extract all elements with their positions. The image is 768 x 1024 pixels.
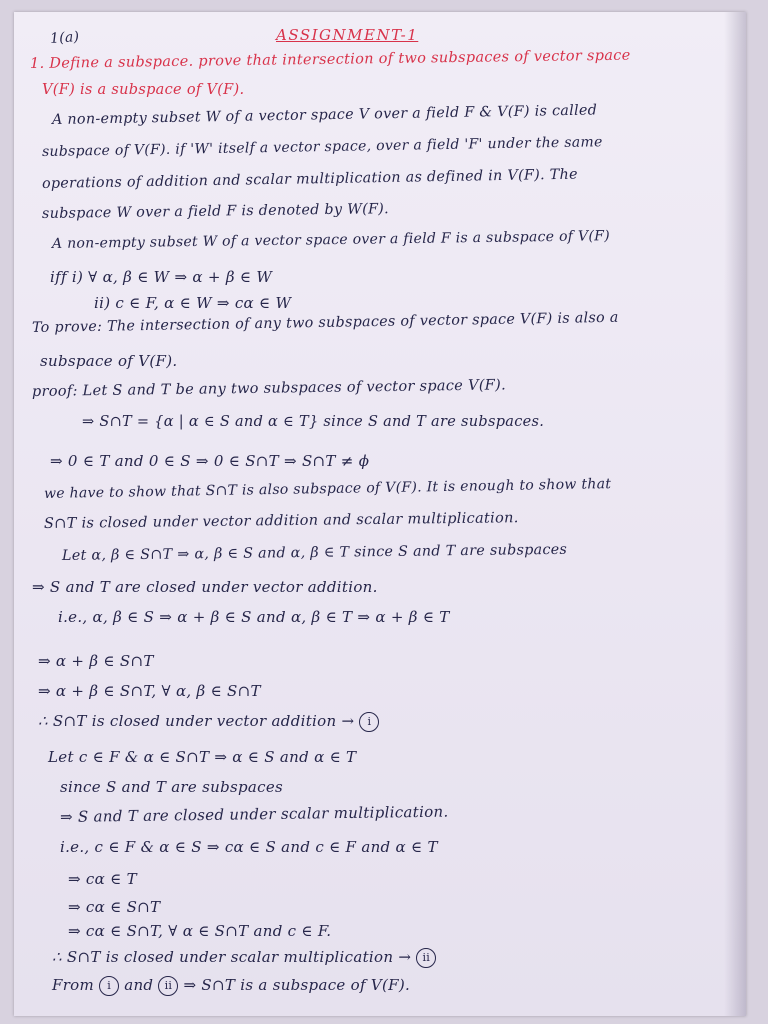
question-number: 1(a) [49, 28, 80, 48]
text-line: ⇒ S and T are closed under scalar multiplication. [59, 802, 449, 826]
text-line: Let c ∈ F & α ∈ S∩T ⇒ α ∈ S and α ∈ T [48, 748, 357, 766]
text-segment: ∴ S∩T is closed under scalar multiplication → [52, 948, 412, 966]
circled-marker: ii [158, 976, 178, 996]
text-line: Let α, β ∈ S∩T ⇒ α, β ∈ S and α, β ∈ T since S and T are subspaces [61, 541, 568, 564]
text-line: ⇒ α + β ∈ S∩T [38, 652, 154, 670]
question-line-1: 1. Define a subspace. prove that intersection of two subspaces of vector space [29, 47, 631, 72]
circled-marker: ii [416, 948, 436, 968]
notebook-page [14, 12, 746, 1016]
text-line: ⇒ cα ∈ T [68, 870, 137, 888]
page-title: ASSIGNMENT-1 [276, 26, 419, 44]
text-line: proof: Let S and T be any two subspaces of vector space V(F). [31, 377, 507, 400]
text-line [52, 948, 436, 968]
text-line: since S and T are subspaces [60, 778, 284, 796]
text-line: ⇒ S and T are closed under vector addition. [32, 578, 378, 596]
text-line: we have to show that S∩T is also subspace of V(F). It is enough to show that [43, 476, 612, 502]
text-line: To prove: The intersection of any two subspaces of vector space V(F) is also a [31, 309, 619, 336]
text-segment: ⇒ S∩T is a subspace of V(F). [183, 976, 411, 994]
text-line [38, 712, 379, 732]
text-line: ⇒ cα ∈ S∩T [68, 898, 161, 916]
text-line [52, 976, 410, 996]
text-segment: From [52, 976, 95, 994]
text-line: ⇒ α + β ∈ S∩T, ∀ α, β ∈ S∩T [38, 682, 261, 700]
text-line: A non-empty subset W of a vector space over a field F is a subspace of V(F) [51, 228, 611, 252]
text-line: subspace W over a field F is denoted by W(F). [41, 201, 390, 222]
text-line: ⇒ cα ∈ S∩T, ∀ α ∈ S∩T and c ∈ F. [68, 922, 332, 940]
text-segment: ∴ S∩T is closed under vector addition → [38, 712, 355, 730]
text-line: operations of addition and scalar multiplication as defined in V(F). The [41, 166, 578, 192]
text-line: ⇒ S∩T = {α | α ∈ S and α ∈ T} since S and T are subspaces. [82, 414, 545, 430]
text-line: i.e., α, β ∈ S ⇒ α + β ∈ S and α, β ∈ T ⇒ α + β ∈ T [58, 608, 450, 626]
text-line: ⇒ 0 ∈ T and 0 ∈ S ⇒ 0 ∈ S∩T ⇒ S∩T ≠ ϕ [50, 452, 370, 470]
text-line: iff i) ∀ α, β ∈ W ⇒ α + β ∈ W [50, 268, 273, 286]
text-segment: and [124, 976, 154, 994]
text-line: subspace of V(F). if 'W' itself a vector space, over a field 'F' under the same [41, 134, 603, 160]
question-line-2: V(F) is a subspace of V(F). [42, 82, 245, 98]
text-line: subspace of V(F). [40, 352, 178, 370]
text-line: S∩T is closed under vector addition and scalar multiplication. [43, 510, 519, 532]
circled-marker: i [359, 712, 379, 732]
text-line: A non-empty subset W of a vector space V over a field F & V(F) is called [51, 102, 598, 128]
circled-marker: i [99, 976, 119, 996]
text-line: i.e., c ∈ F & α ∈ S ⇒ cα ∈ S and c ∈ F and α ∈ T [60, 838, 438, 856]
text-line: ii) c ∈ F, α ∈ W ⇒ cα ∈ W [94, 294, 292, 312]
